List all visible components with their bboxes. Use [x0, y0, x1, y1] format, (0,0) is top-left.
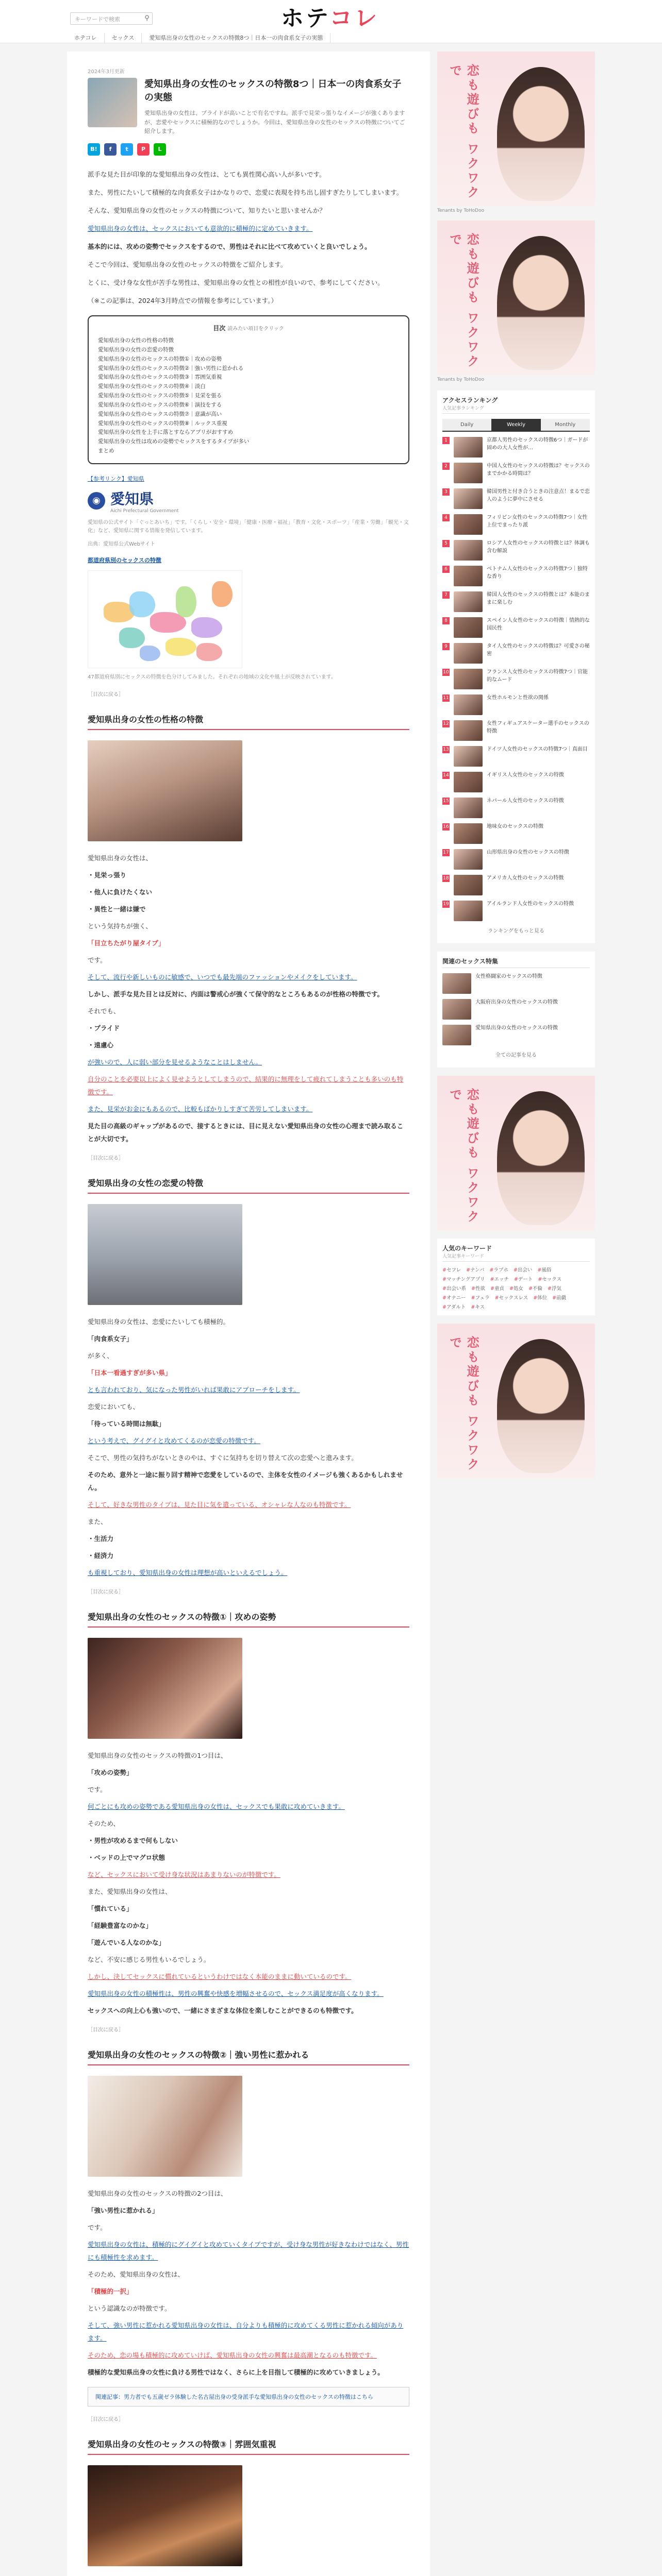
- toc-title: 目次 読みたい項目をクリック: [213, 324, 284, 332]
- related-item-title: 女性格闘家のセックスの特徴: [475, 974, 542, 979]
- ranking-item-title: 山形県出身の女性のセックスの特徴: [487, 850, 569, 855]
- ranking-thumbnail: [454, 437, 483, 457]
- section-heading: 愛知県出身の女性の性格の特徴: [88, 713, 409, 730]
- ranking-item-title: タイ人女性のセックスの特徴は？可愛さの秘密: [487, 643, 590, 657]
- ranking-item[interactable]: [442, 437, 590, 457]
- ranking-title: アクセスランキング 人気記事ランキング: [442, 396, 590, 414]
- tab-monthly[interactable]: Monthly: [541, 419, 590, 431]
- related-item[interactable]: [442, 999, 590, 1020]
- article-main: [67, 52, 430, 2576]
- back-to-toc-link[interactable]: ［目次に戻る］: [88, 691, 124, 698]
- keyword-tag[interactable]: # 童貞: [490, 1284, 504, 1292]
- toc-item[interactable]: 愛知県出身の女性のセックスの特徴④｜淡白: [98, 383, 206, 390]
- ad-copy: 恋も遊びも ワクワクで: [447, 1088, 479, 1225]
- ranking-item[interactable]: [442, 540, 590, 561]
- keyword-tag[interactable]: # セフレ: [442, 1266, 461, 1273]
- back-to-toc-link[interactable]: ［目次に戻る］: [88, 1155, 124, 1161]
- ranking-item[interactable]: [442, 694, 590, 715]
- ranking-more-link[interactable]: ランキングをもっと見る: [488, 928, 544, 934]
- section-photo: [88, 2076, 242, 2177]
- table-of-contents: [88, 315, 409, 464]
- ad-banner[interactable]: [437, 221, 595, 375]
- keyword-tag[interactable]: # 風俗: [537, 1266, 551, 1273]
- related-more-link[interactable]: 全ての記事を見る: [495, 1053, 537, 1058]
- breadcrumb-item[interactable]: セックス: [105, 33, 142, 43]
- keyword-tag[interactable]: # エッチ: [490, 1275, 509, 1282]
- toc-item[interactable]: 愛知県出身の女性のセックスの特徴②｜強い男性に惹かれる: [98, 365, 244, 371]
- rank-number: 1: [442, 437, 450, 444]
- facebook-share-button[interactable]: f: [104, 143, 117, 156]
- keyword-tag[interactable]: # ラブホ: [489, 1266, 508, 1273]
- site-header: [0, 0, 662, 43]
- map-caption: 47都道府県別にセックスの特徴を色分けしてみました。それぞれの地域の文化や風土が反映されています。: [88, 674, 336, 680]
- ad-model-image: [497, 67, 585, 201]
- ranking-list: [442, 437, 590, 921]
- ranking-item[interactable]: [442, 720, 590, 741]
- hatena-share-button[interactable]: B!: [88, 143, 100, 156]
- toc-item[interactable]: まとめ: [98, 448, 114, 454]
- search-input[interactable]: キーワードで検索: [70, 12, 153, 25]
- ranking-thumbnail: [454, 694, 483, 715]
- keywords-title: 人気のキーワード 人気記事キーワード: [442, 1244, 590, 1262]
- ranking-thumbnail: [454, 514, 483, 535]
- related-thumbnail: [442, 999, 471, 1020]
- rank-number: 4: [442, 514, 450, 521]
- pref-emblem-icon: ◉: [88, 492, 105, 510]
- keywords-section: [437, 1239, 595, 1315]
- ad-banner[interactable]: [437, 52, 595, 206]
- toc-item[interactable]: 愛知県出身の女性を上手に落とすならアプリがおすすめ: [98, 429, 234, 436]
- ad-banner[interactable]: [437, 1076, 595, 1230]
- ad-copy: 恋も遊びも ワクワクで: [447, 64, 479, 200]
- ranking-item[interactable]: [442, 643, 590, 664]
- ranking-item[interactable]: [442, 617, 590, 638]
- toc-item[interactable]: 愛知県出身の女性のセックスの特徴①｜攻めの姿勢: [98, 355, 222, 362]
- keyword-tag[interactable]: # キス: [471, 1303, 485, 1310]
- ranking-thumbnail: [454, 617, 483, 638]
- ranking-item-title: ベトナム人女性のセックスの特徴7つ｜独特な香り: [487, 566, 588, 580]
- ranking-item[interactable]: [442, 875, 590, 895]
- ranking-item-title: フランス人女性のセックスの特徴7つ｜官能的なムード: [487, 669, 588, 683]
- related-thumbnail: [442, 1025, 471, 1045]
- ad-copy: 恋も遊びも ワクワクで: [447, 1336, 479, 1472]
- keyword-tag[interactable]: # 浮気: [548, 1284, 561, 1292]
- ranking-item-title: イギリス人女性のセックスの特徴: [487, 772, 564, 778]
- ad-banner[interactable]: [437, 1324, 595, 1478]
- japan-map-image: [88, 570, 242, 668]
- rank-number: 7: [442, 591, 450, 599]
- section-body: 愛知県出身の女性は、恋愛にたいしても積極的。 「肉食系女子」 が多く、 「日本一看過すぎが多い県」 とも言われており、気になった男性がいれば果敢にアプローチをします。 恋愛においても、 「待っている時間は無駄」 という考えで、グイグイと攻めてくるのが恋愛の特徴です。 そこで、男性の気持ちがないときのやは、すぐに気持ちを切り替えて次の恋愛へと進みます。 そのため、意外と一途に振り回す精神で恋愛をしているので、主体を女性のイメージも強くあるかもしれません。 そして、好きな男性のタイプは、見た目に気を遣っている、オシャレな人なのも特徴です。 また、 ・生活力 ・経済力 も重視しており、愛知県出身の女性は理想が高いといえるでしょう。: [88, 1317, 403, 1577]
- section-photo: [88, 740, 242, 841]
- ranking-thumbnail: [454, 591, 483, 612]
- toc-item[interactable]: 愛知県出身の女性のセックスの特徴③｜雰囲気重視: [98, 374, 222, 381]
- keyword-tag[interactable]: # アダルト: [442, 1303, 466, 1310]
- rank-number: 14: [443, 773, 449, 778]
- pocket-share-button[interactable]: P: [137, 143, 150, 156]
- twitter-share-button[interactable]: t: [121, 143, 133, 156]
- ranking-item-title: フィリピン女性のセックスの特徴7つ｜女性上位でまったり派: [487, 515, 588, 528]
- toc-item[interactable]: 愛知県出身の女性のセックスの特徴⑧｜ルックス重視: [98, 420, 227, 427]
- ranking-item-title: 京都人男性のセックスの特徴6つ｜ガードが固めの大人女性が…: [487, 437, 588, 451]
- ranking-item[interactable]: [442, 488, 590, 509]
- intro-paragraph: そこで今回は、愛知県出身の女性のセックスの特徴をご紹介します。: [88, 260, 287, 268]
- rank-number: 10: [443, 670, 449, 675]
- related-article-link[interactable]: 関連記事：男力者でも五歳ゼラ体験した名古屋出身の受身派手な愛知県出身の女性のセックスの特徴はこちら: [88, 2387, 409, 2406]
- ranking-item[interactable]: [442, 901, 590, 921]
- related-item[interactable]: [442, 973, 590, 994]
- pref-subtitle: Aichi Prefectural Government: [110, 508, 179, 514]
- ranking-item-title: アイルランド人女性のセックスの特徴: [487, 901, 574, 907]
- toc-list: [98, 336, 399, 456]
- keyword-tag[interactable]: # 出会い系: [442, 1284, 466, 1292]
- keyword-list: [442, 1266, 590, 1310]
- ad-model-image: [497, 236, 585, 370]
- ranking-item-title: 韓国人女性のセックスの特徴とは？本能のままに楽しむ: [487, 592, 590, 605]
- ranking-item[interactable]: [442, 514, 590, 535]
- rank-number: 8: [442, 617, 450, 624]
- ranking-thumbnail: [454, 849, 483, 870]
- back-to-toc-link[interactable]: ［目次に戻る］: [88, 2027, 124, 2033]
- ranking-tabs: [442, 419, 590, 432]
- ranking-thumbnail: [454, 772, 483, 792]
- article-lead: 愛知県出身の女性は、プライドが高いことで有名ですね。派手で見栄っ張りなイメージが強くありますが、恋愛やセックスに積極的なのでしょうか。今回は、愛知県出身の女性のセックスの特徴についてご紹介します。: [144, 110, 405, 135]
- line-share-button[interactable]: L: [154, 143, 166, 156]
- ranking-thumbnail: [454, 875, 483, 895]
- section-photo: [88, 2465, 242, 2566]
- rank-number: 11: [443, 696, 449, 701]
- back-to-toc-link[interactable]: ［目次に戻る］: [88, 2416, 124, 2422]
- ranking-item-title: 女性フィギュアスケーター選手のセックスの特徴: [487, 721, 589, 734]
- ranking-item[interactable]: [442, 772, 590, 792]
- ranking-item[interactable]: [442, 669, 590, 689]
- rank-number: 9: [442, 643, 450, 650]
- section-heading: 愛知県出身の女性の恋愛の特徴: [88, 1177, 409, 1194]
- ranking-item-title: 中国人女性のセックスの特徴は？セックスのまでかかる時間は？: [487, 463, 590, 477]
- ranking-item-title: スペイン人女性のセックスの特徴｜情熱的な国民性: [487, 618, 590, 631]
- ranking-item-title: 地味女のセックスの特徴: [487, 824, 543, 829]
- ranking-item[interactable]: [442, 823, 590, 844]
- tab-daily[interactable]: Daily: [442, 419, 491, 431]
- breadcrumb: [67, 33, 662, 43]
- pref-credit: 出典：愛知県公式Webサイト: [88, 541, 156, 547]
- related-thumbnail: [442, 973, 471, 994]
- toc-item[interactable]: 愛知県出身の女性のセックスの特徴⑤｜見栄を張る: [98, 393, 222, 399]
- intro-paragraph: 基本的には、攻めの姿勢でセックスをするので、男性はそれに比べて攻めていくと良いでしょう。: [88, 242, 371, 250]
- ad-model-image: [497, 1339, 585, 1473]
- keyword-tag[interactable]: # 性欲: [471, 1284, 485, 1292]
- rank-number: 2: [442, 463, 450, 470]
- ranking-item-title: 女性ホルモンと性欲の関係: [487, 695, 549, 701]
- section-heading: 愛知県出身の女性のセックスの特徴②｜強い男性に惹かれる: [88, 2048, 409, 2065]
- keyword-tag[interactable]: # デート: [514, 1275, 533, 1282]
- keyword-tag[interactable]: # セックスレス: [495, 1294, 528, 1301]
- site-logo[interactable]: ホテコレ: [280, 5, 379, 31]
- intro-paragraph: とくに、受け身な女性が苦手な男性は、愛知県出身の女性との相性が良いので、参考にしてください。: [88, 278, 384, 286]
- breadcrumb-item[interactable]: ホテコレ: [67, 33, 105, 43]
- related-section: [437, 952, 595, 1067]
- keyword-tag[interactable]: # 出会い: [514, 1266, 532, 1273]
- ranking-thumbnail: [454, 488, 483, 509]
- ranking-thumbnail: [454, 798, 483, 818]
- ad-credit: Tenants by ToHoDoo: [437, 377, 485, 382]
- ranking-item[interactable]: [442, 798, 590, 818]
- related-item-title: 愛知県出身の女性のセックスの特徴: [475, 1025, 558, 1031]
- ranking-item-title: ネパール人女性のセックスの特徴: [487, 798, 564, 804]
- back-to-toc-link[interactable]: ［目次に戻る］: [88, 1589, 124, 1595]
- keyword-tag[interactable]: # 前戯: [552, 1294, 566, 1301]
- rank-number: 16: [443, 824, 449, 829]
- breadcrumb-item: 愛知県出身の女性のセックスの特徴8つ｜日本一の肉食系女子の実態: [142, 33, 330, 43]
- rank-number: 19: [443, 902, 449, 907]
- keyword-tag[interactable]: # 体位: [533, 1294, 547, 1301]
- ad-copy: 恋も遊びも ワクワクで: [447, 233, 479, 369]
- ranking-item-title: アメリカ人女性のセックスの特徴: [487, 875, 564, 881]
- rank-number: 13: [443, 747, 449, 752]
- ranking-item-title: 韓国男性と付き合うときの注意点！まるで恋人のように夢中にさせる: [487, 489, 590, 502]
- ranking-thumbnail: [454, 901, 483, 921]
- rank-number: 5: [442, 540, 450, 547]
- rank-number: 3: [442, 488, 450, 496]
- keyword-tag[interactable]: # ナンパ: [466, 1266, 484, 1273]
- intro-paragraph: 派手な見た目が印象的な愛知県出身の女性は、とても異性関心高い人が多いです。: [88, 170, 326, 178]
- related-item-title: 大阪府出身の女性のセックスの特徴: [475, 999, 558, 1005]
- ranking-thumbnail: [454, 643, 483, 664]
- rank-number: 6: [442, 566, 450, 573]
- pref-reference-link[interactable]: 【参考リンク】愛知県: [88, 475, 144, 482]
- rank-number: 12: [443, 721, 449, 726]
- pref-caption: 愛知県の公式サイト「ぐっとあいち」です。「くらし・安全・環境」「健康・医療・福祉」「教育・文化・スポーツ」「産業・労働」「観光・文化」など、愛知県に関する情報を発信しています。: [88, 519, 409, 534]
- ranking-item[interactable]: [442, 591, 590, 612]
- toc-item[interactable]: 愛知県出身の女性のセックスの特徴⑦｜意識が高い: [98, 411, 222, 417]
- ranking-item-title: ドイツ人女性のセックスの特徴7つ｜真面目: [487, 747, 588, 752]
- related-list: [442, 973, 590, 1045]
- section-photo: [88, 1638, 242, 1739]
- section-body: 愛知県出身の女性のセックスの特徴の2つ目は、 「強い男性に惹かれる」 です。 愛知県出身の女性は、積極的にグイグイと攻めていくタイプですが、受け身な男性が好きなわけではなく、男性にも積極性を求めます。 そのため、愛知県出身の女性は、 「積極的一択」 という認識なのが特徴です。 そして、強い男性に惹かれる愛知県出身の女性は、自分よりも積極的に攻めてくる男性に惹かれる傾向があります。 そのため、恋の場も積極的に攻めていけば、愛知県出身の女性の興奮は最高潮となるのも特徴です。 積極的な愛知県出身の女性に負ける男性ではなく、さらに上を目指して積極的に攻めていきましょう。: [88, 2189, 409, 2376]
- article-intro: [88, 168, 409, 307]
- related-item[interactable]: [442, 1025, 590, 1045]
- ad-credit: Tenants by ToHoDoo: [437, 208, 485, 213]
- section-heading: 愛知県出身の女性のセックスの特徴①｜攻めの姿勢: [88, 1611, 409, 1628]
- rank-number: 18: [443, 876, 449, 881]
- ranking-thumbnail: [454, 566, 483, 586]
- article-date: 2024年3月更新: [88, 69, 125, 75]
- share-buttons: [88, 143, 409, 156]
- toc-item[interactable]: 愛知県出身の女性の恋愛の特徴: [98, 346, 174, 353]
- ranking-item[interactable]: [442, 463, 590, 483]
- toc-item[interactable]: 愛知県出身の女性のセックスの特徴⑥｜演技をする: [98, 401, 222, 408]
- section-body: 愛知県出身の女性は、 ・見栄っ張り ・他人に負けたくない ・異性と一緒は嫌で という気持ちが強く、 「目立ちたがり屋タイプ」 です。 そして、流行や新しいものに敏感で、いつでも最先端のファッションやメイクをしています。 しかし、派手な見た目とは反対に、内面は警戒心が強くて保守的なところもあるのが性格の特徴です。 それでも、 ・プライド ・遠慮心 が強いので、人に弱い部分を見せるようなことはしません。 自分のことを必要以上によく見せようとしてしまうので、結果的に無理をして疲れてしまうことも多いのも特徴です。 また、見栄がお金にもあるので、比較もばかりしすぎて苦労してしまいます。 見た目の高級のギャップがあるので、接するときには、目に見えない愛知県出身の女性の心理まで読み取ることが大切です。: [88, 854, 404, 1143]
- ranking-item[interactable]: [442, 566, 590, 586]
- search-icon[interactable]: ⚲: [144, 14, 150, 22]
- ad-model-image: [497, 1091, 585, 1225]
- keyword-tag[interactable]: # フェラ: [471, 1294, 490, 1301]
- section-body: 愛知県出身の女性のセックスの特徴の1つ目は、 「攻めの姿勢」 です。 何ごとにも攻めの姿勢である愛知県出身の女性は、セックスでも果敢に攻めていきます。 そのため、 ・男性が攻めるまで何もしない ・ベッドの上でマグロ状態 など、セックスにおいて受け身な状況はあまりないのが特徴です。 また、愛知県出身の女性は、 「慣れている」 「経験豊富なのかな」 「遊んでいる人なのかな」 など、不安に感じる男性もいるでしょう。 しかし、決してセックスに慣れているというわけではなく本能のままに動いているのです。 愛知県出身の女性の積極性は、男性の興奮や快感を増幅させるので、セックス満足度が高くなります。 セックスへの向上心も強いので、一緒にさまざまな体位を楽しむことができるのも特徴です。: [88, 1751, 384, 2014]
- tab-weekly[interactable]: Weekly: [491, 419, 540, 431]
- toc-item[interactable]: 愛知県出身の女性は攻めの姿勢でセックスをするタイプが多い: [98, 438, 250, 445]
- sidebar: [437, 52, 595, 1478]
- keyword-tag[interactable]: # マッチングアプリ: [442, 1275, 485, 1282]
- keyword-tag[interactable]: # セックス: [538, 1275, 561, 1282]
- rank-number: 17: [443, 850, 449, 855]
- rank-number: 15: [443, 799, 449, 804]
- section-heading: 愛知県出身の女性のセックスの特徴③｜雰囲気重視: [88, 2438, 409, 2455]
- ranking-thumbnail: [454, 540, 483, 561]
- ranking-item[interactable]: [442, 849, 590, 870]
- ranking-thumbnail: [454, 669, 483, 689]
- related-title: 関連のセックス特集: [442, 957, 590, 968]
- ranking-thumbnail: [454, 463, 483, 483]
- intro-paragraph: （※この記事は、2024年3月時点での情報を参考にしています。）: [88, 296, 277, 304]
- keyword-tag[interactable]: # 処女: [509, 1284, 523, 1292]
- pref-name: 愛知県: [110, 490, 154, 507]
- ranking-thumbnail: [454, 746, 483, 767]
- ranking-thumbnail: [454, 823, 483, 844]
- ranking-item[interactable]: [442, 746, 590, 767]
- ranking-thumbnail: [454, 720, 483, 741]
- keyword-tag[interactable]: # 不倫: [528, 1284, 542, 1292]
- ranking-item-title: ロシア人女性のセックスの特徴とは？体調も含む解説: [487, 540, 590, 554]
- article-title: 愛知県出身の女性のセックスの特徴8つ｜日本一の肉食系女子の実態: [144, 79, 402, 104]
- intro-paragraph: そんな、愛知県出身の女性のセックスの特徴について、知りたいと思いませんか？: [88, 206, 326, 214]
- ranking-section: [437, 391, 595, 943]
- keyword-tag[interactable]: # オナニー: [442, 1294, 466, 1301]
- map-title[interactable]: 都道府県別のセックスの特徴: [88, 556, 161, 564]
- intro-paragraph: 愛知県出身の女性は、セックスにおいても意欲的に積極的に定めていきます。: [88, 224, 313, 232]
- pref-logo-block: [88, 488, 409, 514]
- intro-paragraph: また、男性にたいして積極的な肉食系女子はかなりので、恋愛に表現を持ち出し固すぎたりしてしまいます。: [88, 188, 403, 196]
- toc-item[interactable]: 愛知県出身の女性の性格の特徴: [98, 337, 174, 344]
- section-photo: [88, 1204, 242, 1305]
- article-thumbnail: [88, 78, 137, 127]
